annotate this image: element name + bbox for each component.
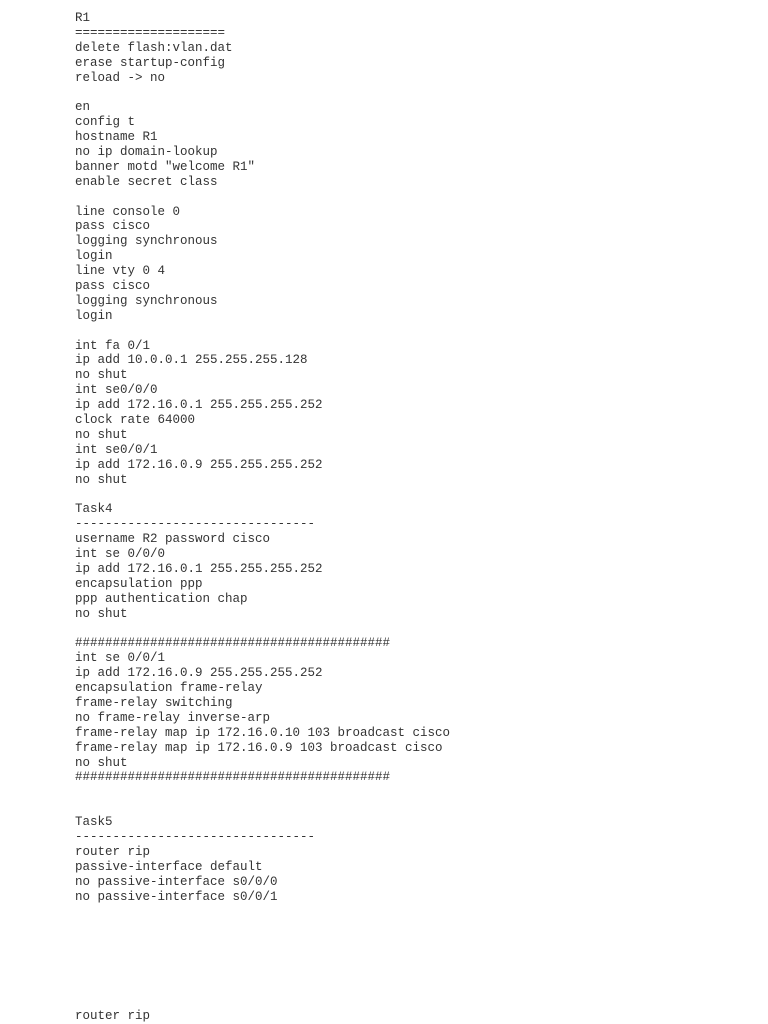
doc-line: login bbox=[75, 308, 113, 323]
doc-line: int se 0/0/0 bbox=[75, 547, 166, 562]
doc-line: banner motd "welcome R1" bbox=[75, 159, 256, 174]
doc-line: -------------------------------- bbox=[75, 517, 316, 532]
doc-line: ppp authentication chap bbox=[75, 591, 248, 606]
doc-line bbox=[75, 622, 768, 637]
doc-line: no shut bbox=[75, 427, 128, 442]
doc-line bbox=[75, 785, 768, 800]
doc-line: encapsulation frame-relay bbox=[75, 681, 263, 696]
doc-line: R1 bbox=[75, 11, 91, 25]
doc-line: ########################################## bbox=[75, 770, 391, 785]
doc-line bbox=[75, 934, 768, 949]
doc-line: frame-relay map ip 172.16.0.9 103 broadcast cisco bbox=[75, 740, 443, 755]
doc-line: router rip bbox=[75, 844, 151, 859]
document-page bbox=[75, 11, 768, 1024]
doc-line: line console 0 bbox=[75, 204, 181, 219]
doc-line: username R2 password cisco bbox=[75, 532, 271, 547]
doc-line: ip add 172.16.0.1 255.255.255.252 bbox=[75, 561, 323, 576]
doc-line: router rip bbox=[75, 1008, 151, 1023]
doc-line: int fa 0/1 bbox=[75, 338, 151, 353]
doc-line bbox=[75, 324, 768, 339]
doc-line: no ip domain-lookup bbox=[75, 145, 218, 160]
doc-line bbox=[75, 904, 768, 919]
doc-line bbox=[75, 85, 768, 100]
doc-line: ########################################## bbox=[75, 636, 391, 651]
doc-line: int se0/0/0 bbox=[75, 383, 158, 398]
doc-line: clock rate 64000 bbox=[75, 413, 196, 428]
doc-line: logging synchronous bbox=[75, 293, 218, 308]
doc-line bbox=[75, 949, 768, 964]
doc-line: erase startup-config bbox=[75, 55, 226, 70]
doc-line: no passive-interface s0/0/1 bbox=[75, 889, 278, 904]
doc-line: ip add 172.16.0.9 255.255.255.252 bbox=[75, 457, 323, 472]
doc-line: Task4 bbox=[75, 502, 113, 517]
doc-line: ip add 10.0.0.1 255.255.255.128 bbox=[75, 353, 308, 368]
doc-line: frame-relay map ip 172.16.0.10 103 broadcast cisco bbox=[75, 725, 451, 740]
doc-line: no shut bbox=[75, 368, 128, 383]
doc-line bbox=[75, 964, 768, 979]
doc-line bbox=[75, 994, 768, 1009]
doc-line: en bbox=[75, 100, 91, 115]
doc-line: no shut bbox=[75, 755, 128, 770]
doc-line: ip add 172.16.0.1 255.255.255.252 bbox=[75, 398, 323, 413]
doc-line: enable secret class bbox=[75, 174, 218, 189]
doc-line: encapsulation ppp bbox=[75, 576, 203, 591]
doc-line bbox=[75, 919, 768, 934]
doc-line: pass cisco bbox=[75, 219, 151, 234]
doc-line: ==================== bbox=[75, 25, 226, 40]
doc-line bbox=[75, 488, 768, 503]
doc-line: logging synchronous bbox=[75, 234, 218, 249]
doc-line: int se 0/0/1 bbox=[75, 651, 166, 666]
doc-line: ip add 172.16.0.9 255.255.255.252 bbox=[75, 666, 323, 681]
doc-line: no passive-interface s0/0/0 bbox=[75, 874, 278, 889]
doc-line: no shut bbox=[75, 472, 128, 487]
doc-line: pass cisco bbox=[75, 279, 151, 294]
doc-line: Task5 bbox=[75, 815, 113, 830]
doc-line: hostname R1 bbox=[75, 130, 158, 145]
doc-line: config t bbox=[75, 115, 136, 130]
doc-line bbox=[75, 979, 768, 994]
doc-line: frame-relay switching bbox=[75, 695, 233, 710]
doc-line: passive-interface default bbox=[75, 859, 263, 874]
doc-line: no shut bbox=[75, 606, 128, 621]
doc-line: delete flash:vlan.dat bbox=[75, 40, 233, 55]
doc-line bbox=[75, 190, 768, 205]
doc-line: login bbox=[75, 249, 113, 264]
doc-line: -------------------------------- bbox=[75, 829, 316, 844]
doc-line: reload -> no bbox=[75, 70, 166, 85]
doc-line bbox=[75, 800, 768, 815]
doc-line: int se0/0/1 bbox=[75, 442, 158, 457]
doc-line: no frame-relay inverse-arp bbox=[75, 710, 271, 725]
doc-line: line vty 0 4 bbox=[75, 264, 166, 279]
